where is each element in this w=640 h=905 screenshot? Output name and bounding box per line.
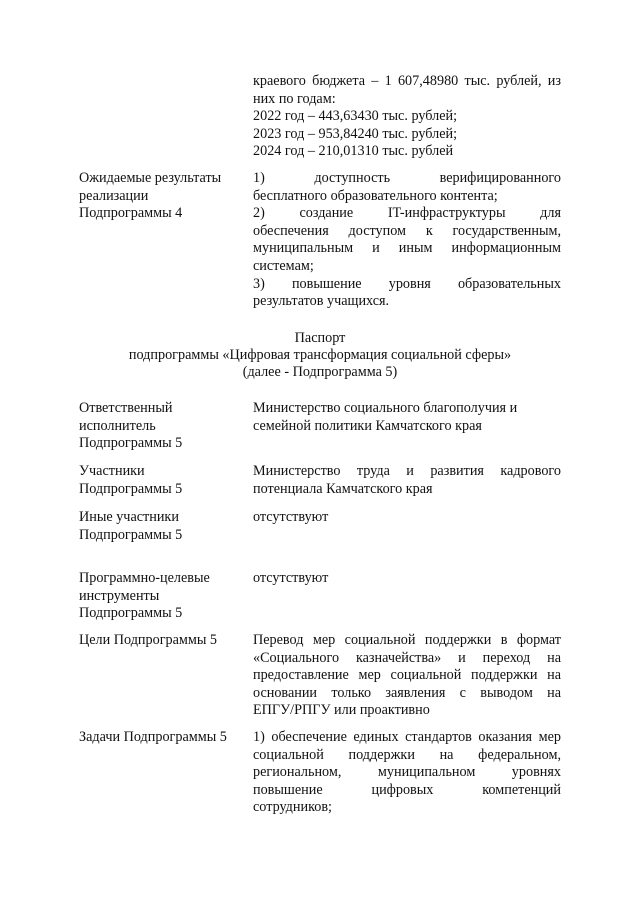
passport-subtitle: подпрограммы «Цифровая трансформация социальной сферы» [128, 347, 512, 363]
label-line: Подпрограммы 5 [79, 526, 183, 543]
row-value [253, 400, 561, 435]
value-line: повышение цифровых компетенций [253, 781, 561, 798]
funding-line: 2023 год – 953,84240 тыс. рублей; [253, 125, 458, 142]
label-line: Ответственный [79, 400, 173, 416]
passport-title: Паспорт [294, 330, 346, 346]
value-line: Перевод мер социальной поддержки в формат [253, 632, 561, 648]
label-line: Программно-целевые [79, 570, 210, 586]
result-line: муниципальным и иным информационным [253, 240, 561, 257]
row-label [79, 509, 249, 544]
label-line: инструменты [79, 587, 160, 604]
value-line: предоставление мер социальной поддержки на [253, 667, 561, 684]
value-line: потенциала Камчатского края [253, 480, 433, 497]
value-line: семейной политики Камчатского края [253, 417, 482, 434]
label-line: Подпрограммы 5 [79, 480, 183, 497]
row-label [79, 729, 249, 747]
value-line: Министерство труда и развития кадрового [253, 463, 561, 479]
passport-note: (далее - Подпрограмма 5) [242, 364, 398, 380]
value-line: отсутствуют [253, 509, 329, 525]
row-value [253, 570, 561, 588]
label-line: Задачи Подпрограммы 5 [79, 729, 227, 745]
result-line: бесплатного образовательного контента; [253, 187, 498, 204]
value-line: «Социального казначейства» и переход на [253, 649, 561, 666]
label-line: Подпрограммы 5 [79, 435, 183, 452]
label-line: Участники [79, 463, 145, 479]
value-line: ЕПГУ/РПГУ или проактивно [253, 702, 430, 719]
label-line: Подпрограммы 4 [79, 205, 183, 222]
row-label [79, 400, 249, 453]
expected-results-label [79, 170, 249, 223]
label-line: Иные участники [79, 509, 179, 525]
result-line: обеспечения доступом к государственным, [253, 222, 561, 239]
value-line: 1) обеспечение единых стандартов оказания мер [253, 729, 561, 745]
label-line: Подпрограммы 5 [79, 605, 183, 622]
result-line: 3) повышение уровня образовательных [253, 275, 561, 292]
result-line: системам; [253, 257, 314, 274]
value-line: региональном, муниципальном уровнях [253, 764, 561, 781]
label-line: исполнитель [79, 417, 156, 434]
row-label [79, 632, 249, 650]
result-line: результатов учащихся. [253, 293, 390, 310]
funding-line: 2022 год – 443,63430 тыс. рублей; [253, 108, 458, 125]
funding-text [253, 73, 561, 161]
row-value [253, 729, 561, 817]
row-value [253, 632, 561, 720]
funding-line: 2024 год – 210,01310 тыс. рублей [253, 143, 454, 160]
row-label [79, 570, 249, 623]
result-line: 1) доступность верифицированного [253, 170, 561, 186]
funding-line: краевого бюджета – 1 607,48980 тыс. рублей, из [253, 73, 561, 89]
row-label [79, 463, 249, 498]
value-line: отсутствуют [253, 570, 329, 586]
result-line: 2) создание IT-инфраструктуры для [253, 205, 561, 222]
row-value [253, 463, 561, 498]
label-line: Ожидаемые результаты [79, 170, 222, 186]
value-line: основании только заявления с выводом на [253, 684, 561, 701]
value-line: сотрудников; [253, 799, 332, 816]
value-line: Министерство социального благополучия и [253, 400, 518, 416]
label-line: реализации [79, 187, 149, 204]
row-value [253, 509, 561, 527]
value-line: социальной поддержки на федеральном, [253, 746, 561, 763]
funding-line: них по годам: [253, 90, 336, 107]
expected-results-value [253, 170, 561, 311]
label-line: Цели Подпрограммы 5 [79, 632, 218, 648]
